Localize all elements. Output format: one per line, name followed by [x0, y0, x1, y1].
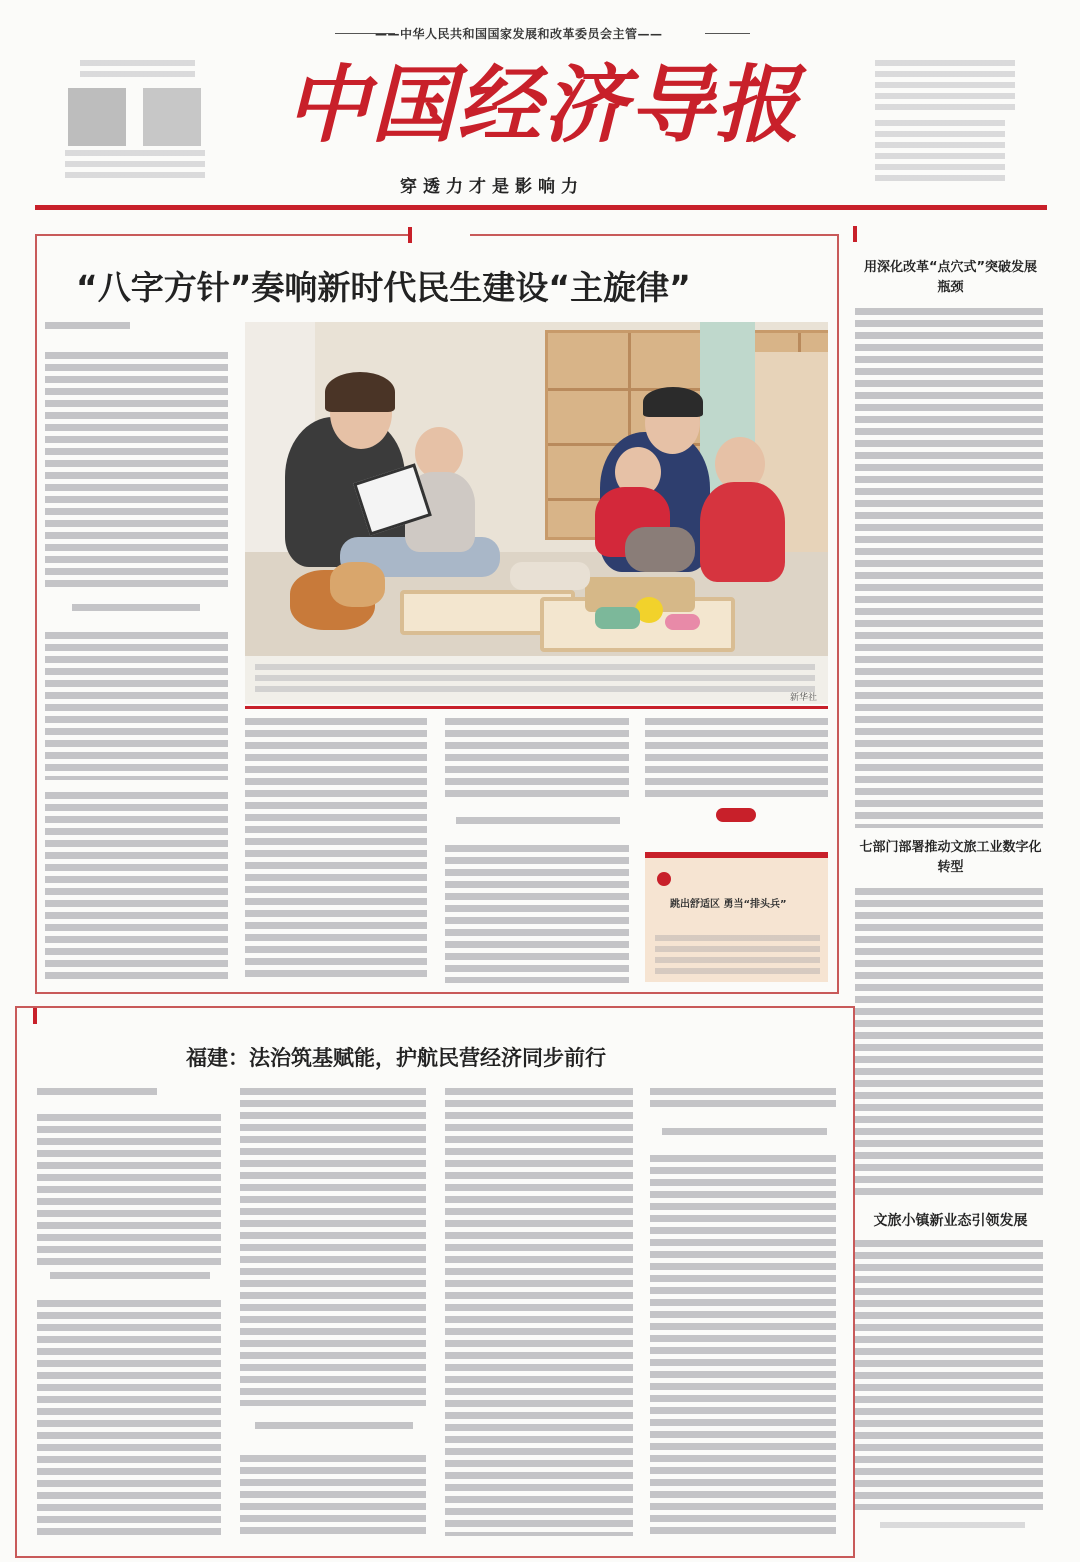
right-headline-2: 七部门部署推动文旅工业数字化转型 [859, 840, 1042, 875]
masthead-slogan: 穿透力才是影响力 [400, 177, 584, 197]
lead-sidebar-text [655, 935, 820, 975]
photo-caption-text [255, 664, 815, 692]
lead-byline [45, 322, 130, 332]
masthead-red-rule [35, 205, 1047, 210]
second-col1-subhead [50, 1272, 210, 1282]
second-col4-text-a [650, 1088, 836, 1112]
right-col-text-c [855, 1240, 1043, 1510]
right-col-text-b [855, 888, 1043, 1198]
photo-rule [245, 706, 828, 709]
qr-code-right [143, 88, 201, 146]
lead-col1-text-b [45, 632, 228, 780]
lead-col2-text [245, 718, 427, 980]
photo-caption [245, 656, 828, 704]
second-col3-text [445, 1088, 633, 1536]
sidebar-dot-icon [657, 872, 671, 886]
lead-col1-text-c [45, 792, 228, 980]
lead-col1-subhead [72, 604, 200, 614]
second-col2-subhead [255, 1422, 413, 1432]
second-col1-text-b [37, 1300, 221, 1536]
right-headline-1: 用深化改革“点穴式”突破发展瓶颈 [863, 260, 1038, 295]
second-byline [37, 1088, 157, 1098]
masthead-left-info [80, 60, 195, 82]
lead-headline: “八字方针”奏响新时代民生建设“主旋律” [76, 268, 691, 307]
lead-photo [245, 322, 828, 656]
second-col2-text-a [240, 1088, 426, 1406]
lead-col1-text-a [45, 352, 228, 588]
lead-col3-text-b [445, 845, 629, 983]
photo-caption-author: 新华社 [790, 693, 818, 703]
lead-col4-text [645, 718, 828, 800]
masthead-top-banner: ——中华人民共和国国家发展和改革委员会主管—— [375, 27, 663, 41]
lead-section-tag [408, 227, 470, 243]
second-col4-subhead [662, 1128, 827, 1138]
qr-code-left [68, 88, 126, 146]
page-footer [880, 1522, 1025, 1530]
second-section-tag [33, 1008, 85, 1024]
second-headline: 福建：法治筑基赋能，护航民营经济同步前行 [186, 1046, 606, 1070]
masthead-right-info [875, 60, 1015, 110]
second-col4-text-b [650, 1155, 836, 1537]
lead-col3-text-a [445, 718, 629, 798]
continued-tag [716, 808, 756, 822]
masthead-title: 中国经济导报 [285, 55, 802, 154]
banner-rule-right [705, 33, 750, 34]
lead-sidebar-title: 跳出舒适区 勇当“排头兵” [670, 899, 787, 910]
masthead-left-footer [65, 150, 205, 180]
right-col-text-a [855, 308, 1043, 828]
second-col1-text-a [37, 1114, 221, 1269]
second-col2-text-b [240, 1455, 426, 1537]
right-headline-3: 文旅小镇新业态引领发展 [873, 1213, 1028, 1229]
masthead-right-index [875, 120, 1005, 186]
lead-col3-subhead [456, 817, 620, 827]
right-section-tag [853, 226, 905, 242]
